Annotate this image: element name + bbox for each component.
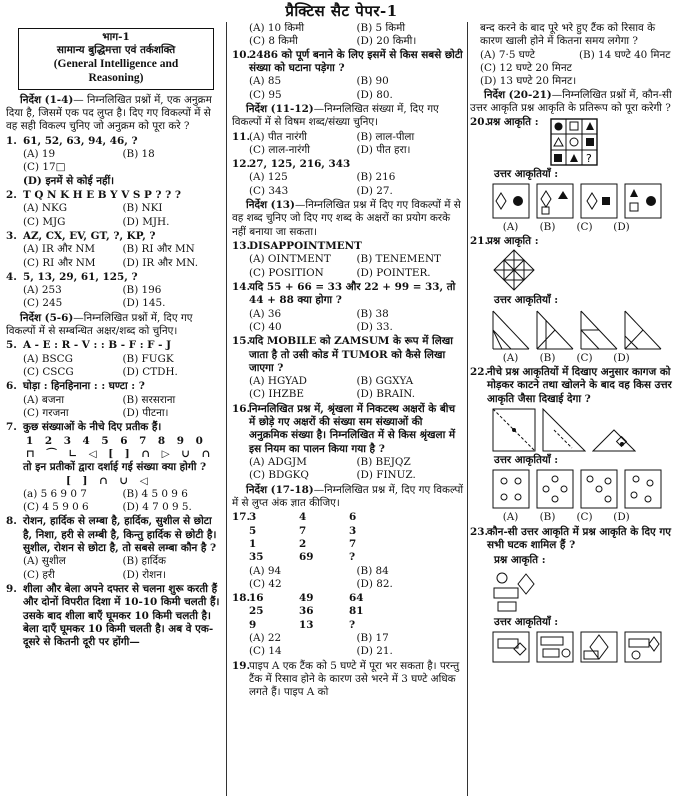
symbol-row: ⊓ ⌒ ∟ ◁ [ ] ∩ ▷ ∪ ∩	[26, 447, 215, 460]
question-figure	[470, 248, 678, 292]
option[interactable]: (C) RI और NM	[23, 256, 96, 269]
question-1: 1. 61, 52, 63, 94, 46, ? (A) 19 (B) 18 (C) 17□ (D) इनमें से कोई नहीं।	[6, 135, 222, 188]
option[interactable]: (A) 85	[249, 75, 282, 88]
answer-c-icon[interactable]	[580, 631, 618, 663]
option[interactable]: (C) 42	[249, 577, 282, 590]
answer-a-icon[interactable]	[492, 469, 530, 509]
question-11: 11. (A) पीत नारंगी (B) लाल-पीला (C) लाल-नारंगी (D) पीत हरा।	[232, 131, 464, 158]
option[interactable]: (B) BEJQZ	[356, 456, 411, 468]
section-english-title: Reasoning)	[88, 72, 144, 85]
question-19: 19. पाइप A एक टैंक को 5 घण्टे में पूरा भर सकता है। परन्तु टैंक में रिसाव होने के कारण उसे भरने में 3 घण्टे अधिक लगते हैं। पाइप A को	[232, 659, 460, 699]
option[interactable]: (B) हार्दिक	[122, 555, 166, 568]
option[interactable]: (B) GGXYA	[356, 375, 414, 388]
question-3: 3. AZ, CX, EV, GT, ?, KP, ? (A) IR और NM (B) RI और MN (C) RI और NM (D) IR और MN.	[6, 230, 222, 270]
option[interactable]: (B) 38	[356, 307, 389, 320]
option[interactable]: (A) 10 किमी	[249, 22, 305, 34]
column-1	[6, 22, 222, 798]
option[interactable]: (D) 145.	[122, 297, 166, 310]
column-divider	[467, 22, 468, 796]
question-17: 17. 3 4 6 5 7 3 1 2 7 35 69 ? (A) 94 (B) 84 (C) 42 (D) 82.	[232, 511, 464, 591]
column-divider	[226, 22, 227, 796]
option[interactable]: (A) HGYAD	[249, 375, 307, 388]
option[interactable]: (A) बजना	[23, 393, 65, 406]
column-2	[232, 22, 464, 798]
option[interactable]: (A) 19	[23, 148, 56, 160]
option[interactable]: (a) 5 6 9 0 7	[23, 487, 87, 500]
option[interactable]: (A) 36	[249, 307, 282, 320]
option[interactable]: (D) 4 7 0 9 5.	[122, 501, 192, 514]
option[interactable]: (C) 245	[23, 297, 63, 310]
question-22: 22. नीचे प्रश्न आकृतियों में दिखाए अनुसार कागज को मोड़कर काटने तथा खोलने के बाद वह किस उत्तर आकृति जैसा दिखाई देगा ? उत्तर आकृतियाँ : (A) (B) (C) (D)	[470, 366, 678, 525]
question-23: 23. कौन-सी उत्तर आकृति में प्रश्न आकृति के दिए गए सभी घटक शामिल हैं ? प्रश्न आकृति : उत्तर आकृतियाँ :	[470, 526, 678, 663]
option[interactable]: (A) 22	[249, 632, 282, 645]
option[interactable]: (A) 94	[249, 564, 282, 577]
option[interactable]: (B) 14 घण्टे 40 मिनट	[579, 48, 671, 61]
answer-d-icon[interactable]	[624, 469, 662, 509]
question-12: 12. 27, 125, 216, 343 (A) 125 (B) 216 (C) 343 (D) 27.	[232, 158, 464, 198]
question-10: 10. 2486 को पूर्ण बनाने के लिए इसमें से किस सबसे छोटी संख्या को घटाना पड़ेगा ? (A) 85 (B) 90 (C) 95 (D) 80.	[232, 48, 463, 101]
option[interactable]: (D) 80.	[356, 88, 393, 101]
option[interactable]: (A) 253	[23, 284, 62, 297]
question-9: 9. शीला और बेला अपने दफ्तर से चलना शुरू करती हैं और दोनों विपरीत दिशा में 10-10 किमी चलती हैं। उसके बाद शीला बाएँ घूमकर 10 किमी चलती है। बेला दाएँ घूमकर 10 किमी चलती है। अब वे एक-दूसरे से कितनी दूरी पर होंगी—	[6, 583, 220, 649]
question-21: 21. प्रश्न आकृति : उत्तर आकृतियाँ : (A) (B) (C) (D)	[470, 235, 678, 365]
answer-b-icon[interactable]	[536, 310, 574, 350]
question-figures	[470, 408, 678, 452]
answer-figures	[470, 310, 678, 350]
answer-b-icon[interactable]	[536, 183, 574, 219]
option[interactable]: (A) NKG	[23, 202, 68, 215]
option[interactable]: (A) OINTMENT	[249, 253, 331, 266]
option[interactable]: (C) 17□	[23, 161, 66, 174]
option[interactable]: (B) RI और MN	[122, 243, 195, 256]
option[interactable]: (B) NKI	[122, 202, 163, 215]
option[interactable]: (C) 40	[249, 320, 282, 333]
instruction: निर्देश (13)—निम्नलिखित प्रश्न में दिए गए विकल्पों में से वह शब्द चुनिए जो दिए गए शब्द के अक्षरों का प्रयोग करके नहीं बनाया जा सकता।	[232, 199, 461, 238]
page-title: प्रैक्टिस सैट पेपर-1	[285, 2, 398, 20]
components-figure-icon	[492, 570, 536, 614]
question-4: 4. 5, 13, 29, 61, 125, ? (A) 253 (B) 196 (C) 245 (D) 145.	[6, 271, 222, 311]
answer-c-icon[interactable]	[580, 469, 618, 509]
answer-figures-label: उत्तर आकृतियाँ :	[494, 615, 559, 628]
option[interactable]: (D) 33.	[356, 320, 393, 333]
answer-figures	[470, 631, 678, 663]
answer-d-icon[interactable]	[624, 310, 662, 350]
question-18: 18. 16 49 64 25 36 81 9 13 ? (A) 22 (B) 17 (C) 14 (D) 21.	[232, 592, 464, 659]
option[interactable]: (C) 4 5 9 0 6	[23, 501, 89, 514]
section-english-title: (General Intelligence and	[53, 58, 179, 70]
question-16: 16. निम्नलिखित प्रश्न में, श्रृंखला में निकटस्थ अक्षरों के बीच में छोड़े गए अक्षरों की संख्या सम संख्याओं की अनुक्रमिक संख्या है। निम्नलिखित में से किस श्रृंखला में इस नियम का पालन किया गया है ? (A) ADGJM (B) BEJQZ (C) BDGKQ (D) FINUZ.	[232, 403, 464, 483]
option[interactable]: (B) 90	[356, 75, 389, 88]
option[interactable]: (D) 13 घण्टे 20 मिनट।	[480, 75, 577, 88]
option[interactable]: (C) 95	[249, 88, 282, 101]
instruction: निर्देश (20-21)—निम्नलिखित प्रश्नों में, कौन-सी उत्तर आकृति प्रश्न आकृति के प्रतिरूप को पूरा करेगी ?	[470, 88, 672, 114]
question-2: 2. T Q N K H E B Y V S P ? ? ? (A) NKG (B) NKI (C) MJG (D) MJH.	[6, 189, 222, 229]
option[interactable]: (D) FINUZ.	[356, 469, 416, 482]
question-15: 15. यदि MOBILE को ZAMSUM के रूप में लिखा जाता है तो उसी कोड में TUMOR को कैसे लिखा जाएगा ? (A) HGYAD (B) GGXYA (C) IHZBE (D) BRAIN.	[232, 335, 464, 402]
answer-d-icon[interactable]	[624, 183, 662, 219]
option[interactable]: (B) FUGK	[122, 352, 174, 365]
svg-text:?: ?	[586, 151, 592, 165]
instruction: निर्देश (11-12)—निम्नलिखित संख्या में, दिए गए विकल्पों में से विषम शब्द/संख्या चुनिए।	[232, 102, 439, 129]
option[interactable]: (D) 82.	[356, 577, 393, 590]
option[interactable]: (C) हरी	[23, 568, 55, 581]
answer-b-icon[interactable]	[536, 469, 574, 509]
option[interactable]: (C) गरजना	[23, 406, 69, 419]
option[interactable]: (B) 196	[122, 284, 162, 297]
question-figure-label: प्रश्न आकृति :	[494, 554, 546, 567]
option[interactable]: (C) MJG	[23, 215, 66, 228]
option[interactable]: (A) IR और NM	[23, 243, 96, 256]
option[interactable]: (B) 4 5 0 9 6	[122, 487, 188, 500]
option[interactable]: (B) 84	[356, 564, 389, 577]
section-header	[18, 28, 214, 90]
option[interactable]: (C) CSCG	[23, 366, 74, 378]
instruction: निर्देश (17-18)—निम्नलिखित प्रश्न में, दिए गए विकल्पों में से लुप्त अंक ज्ञात कीजिए।	[232, 483, 464, 509]
option[interactable]: (D) पीत हरा।	[356, 143, 411, 156]
question-6: 6. घोड़ा : हिनहिनाना : : घण्टा : ? (A) बजना (B) सरसराना (C) गरजना (D) पीटना।	[6, 380, 222, 420]
option[interactable]: (A) पीत नारंगी	[249, 130, 307, 143]
section-part: भाग-1	[102, 31, 130, 43]
option[interactable]: (C) 14	[249, 645, 282, 658]
option[interactable]: (B) 5 किमी	[356, 22, 406, 34]
option[interactable]: (D) इनमें से कोई नहीं।	[23, 174, 115, 187]
option[interactable]: (B) लाल-पीला	[356, 130, 415, 143]
question-13: 13. DISAPPOINTMENT (A) OINTMENT (B) TENEMENT (C) POSITION (D) POINTER.	[232, 240, 464, 280]
answer-b-icon[interactable]	[536, 631, 574, 663]
answer-a-icon[interactable]	[492, 631, 530, 663]
option[interactable]: (D) पीटना।	[122, 406, 169, 419]
question-5: 5. A - E : R - V : : B - F : F - J (A) BSCG (B) FUGK (C) CSCG (D) CTDH.	[6, 339, 222, 379]
option[interactable]: (C) 343	[249, 184, 289, 197]
instruction: निर्देश (1-4)— निम्नलिखित प्रश्नों में, एक अनुक्रम दिया है, जिसमें एक पद लुप्त है। दिए गए विकल्पों में से वह सही विकल्प चुनिए जो अनुक्रम को पूरा करे ?	[6, 93, 212, 133]
option[interactable]: (B) 18	[122, 148, 155, 160]
option[interactable]: (D) MJH.	[122, 215, 170, 228]
section-hindi-title: सामान्य बुद्धिमत्ता एवं तर्कशक्ति	[56, 44, 176, 56]
option[interactable]: (C) IHZBE	[249, 388, 304, 401]
option[interactable]: (D) 27.	[356, 184, 393, 197]
option[interactable]: (D) 21.	[356, 645, 393, 658]
given-symbols: [ ] ∩ ∪ ◁	[66, 474, 152, 487]
option[interactable]: (D) CTDH.	[122, 366, 178, 378]
question-19-continued: बन्द करने के बाद पूरे भरे हुए टैंक को रिसाव के कारण खाली होने में कितना समय लगेगा ?	[480, 22, 656, 48]
answer-figures	[470, 469, 678, 509]
option[interactable]: (A) सुशील	[23, 555, 66, 568]
option[interactable]: (C) POSITION	[249, 266, 324, 279]
option[interactable]: (D) IR और MN.	[122, 256, 199, 269]
option[interactable]: (B) 17	[356, 632, 389, 645]
option[interactable]: (D) 20 किमी।	[356, 35, 417, 48]
fold-figure-icon	[492, 408, 536, 452]
answer-d-icon[interactable]	[624, 631, 662, 663]
option[interactable]: (A) 7·5 घण्टे	[480, 48, 535, 61]
option[interactable]: (D) BRAIN.	[356, 388, 416, 401]
fold-figure-icon	[592, 408, 636, 452]
star-figure-icon	[492, 248, 536, 292]
question-8: 8. रोशन, हार्दिक से लम्बा है, हार्दिक, सुशील से छोटा है, निशा, हरी से लम्बी है, किन्तु हार्दिक से छोटी है। सुशील, रोशन से छोटा है, तो सबसे लम्बा कौन है ? (A) सुशील (B) हार्दिक (C) हरी (D) रोशन।	[6, 515, 222, 582]
instruction: निर्देश (5-6)—निम्नलिखित प्रश्नों में, दिए गए विकल्पों में से सम्बन्धित अक्षर/शब्द को चुनिए।	[6, 311, 193, 338]
question-figure	[470, 570, 678, 614]
column-3	[470, 22, 678, 798]
fold-figure-icon	[542, 408, 586, 452]
option[interactable]: (A) 125	[249, 171, 288, 184]
question-20: 20. प्रश्न आकृति : ? उत्तर आकृतियाँ : (A) (B) (C) (D)	[470, 116, 678, 234]
option[interactable]: (B) TENEMENT	[356, 253, 441, 266]
option[interactable]: (B) सरसराना	[122, 393, 176, 406]
answer-a-icon[interactable]	[492, 183, 530, 219]
question-14: 14. यदि 55 + 66 = 33 और 22 + 99 = 33, तो 44 + 88 क्या होगा ? (A) 36 (B) 38 (C) 40 (D) 33.	[232, 281, 464, 334]
option[interactable]: (C) 12 घण्टे 20 मिनट	[480, 61, 572, 74]
option[interactable]: (A) BSCG	[23, 352, 73, 365]
answer-figures-label: उत्तर आकृतियाँ :	[494, 294, 559, 307]
option[interactable]: (D) रोशन।	[122, 568, 166, 581]
answer-figures-label: उत्तर आकृतियाँ :	[494, 454, 559, 466]
answer-figures	[470, 183, 678, 219]
option[interactable]: (A) ADGJM	[249, 456, 307, 468]
answer-c-icon[interactable]	[580, 183, 618, 219]
option[interactable]: (B) 216	[356, 171, 396, 184]
answer-a-icon[interactable]	[492, 310, 530, 350]
digit-row: 1 2 3 4 5 6 7 8 9 0	[26, 434, 207, 447]
option[interactable]: (C) BDGKQ	[249, 469, 309, 482]
answer-figures-label: उत्तर आकृतियाँ :	[494, 167, 559, 180]
question-7: 7. कुछ संख्याओं के नीचे दिए प्रतीक हैं। 1 2 3 4 5 6 7 8 9 0 ⊓ ⌒ ∟ ◁ [ ] ∩ ▷ ∪ ∩ तो इन प्रतीकों द्वारा दर्शाई गई संख्या क्या होगी ? [ ] ∩ ∪ ◁ (a) 5 6 9 0 7 (B) 4 5 0 9 6 (C) 4 5 9 0 6 (D) 4 7 0 9 5.	[6, 421, 222, 514]
option[interactable]: (C) लाल-नारंगी	[249, 143, 310, 156]
answer-c-icon[interactable]	[580, 310, 618, 350]
option[interactable]: (D) POINTER.	[356, 266, 431, 279]
option[interactable]: (C) 8 किमी	[249, 35, 298, 48]
